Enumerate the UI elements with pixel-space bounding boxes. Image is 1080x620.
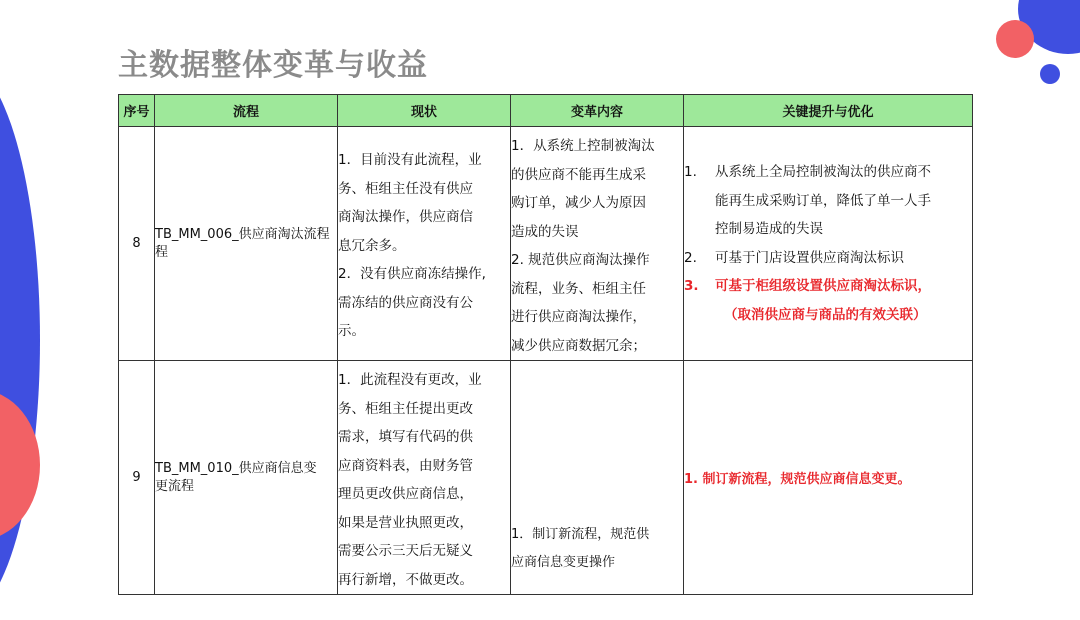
flow-name-line: TB_MM_010_供应商信息变: [155, 460, 317, 476]
status-line: 需冻结的供应商没有公: [338, 294, 473, 311]
flow-name-cell: [155, 127, 338, 361]
flow-name-line: TB_MM_006_供应商淘汰流程: [155, 226, 330, 242]
status-line: 1．目前没有此流程，业: [338, 152, 482, 169]
change-cell: [511, 361, 684, 595]
key-item-line: [684, 244, 972, 273]
flow-name-line: 程: [155, 244, 169, 260]
change-cell: [511, 127, 684, 361]
key-item-text: 从系统上全局控制被淘汰的供应商不: [715, 164, 931, 180]
key-item-text: 可基于柜组级设置供应商淘汰标识，: [715, 278, 931, 294]
status-line: 务、柜组主任提出更改: [338, 400, 473, 417]
status-line: 商淘汰操作，供应商信: [338, 209, 473, 226]
change-line: 进行供应商淘汰操作，: [511, 309, 646, 325]
change-line: 1．制订新流程，规范供: [511, 526, 650, 542]
change-line: 减少供应商数据冗余；: [511, 337, 646, 354]
status-line: 务、柜组主任没有供应: [338, 180, 473, 197]
key-item-number: 2.: [684, 249, 697, 266]
flow-name-line: 更流程: [155, 478, 195, 494]
key-item-text: 可基于门店设置供应商淘汰标识: [715, 249, 904, 266]
decoration-top-red-circle: [996, 20, 1034, 58]
row-number: 9: [119, 361, 155, 595]
key-item-line-highlight: [684, 272, 972, 301]
key-improvement-cell: [684, 127, 973, 361]
status-line: 息冗余多。: [338, 237, 406, 254]
change-line: 1．从系统上控制被淘汰: [511, 138, 655, 154]
key-item-line: [684, 158, 972, 187]
change-line: 流程，业务、柜组主任: [511, 280, 646, 297]
status-line: 需求，填写有代码的供: [338, 429, 473, 445]
status-line: 示。: [338, 323, 365, 340]
status-line: 2．没有供应商冻结操作,: [338, 266, 486, 283]
header-flow: 流程: [155, 95, 338, 127]
key-item-line-highlight: 1. 制订新流程，规范供应商信息变更。: [684, 472, 911, 487]
decoration-left-blue-shape: [0, 60, 40, 620]
status-line: 再行新增，不做更改。: [338, 571, 473, 588]
status-line: 如果是营业执照更改，: [338, 514, 473, 531]
table-row: [119, 361, 973, 595]
status-cell: [338, 361, 511, 595]
table-row: [119, 127, 973, 361]
table-header-row: [119, 95, 973, 127]
status-line: 应商资料表，由财务管: [338, 457, 473, 474]
change-line: 造成的失误: [511, 223, 579, 240]
key-item-number: 3.: [684, 278, 699, 294]
process-table: [118, 94, 973, 595]
key-improvement-cell: [684, 361, 973, 595]
change-line: 购订单，减少人为原因: [511, 195, 646, 211]
row-number: 8: [119, 127, 155, 361]
page-title: 主数据整体变革与收益: [118, 48, 428, 83]
key-item-number: 1.: [684, 164, 697, 180]
header-key: 关键提升与优化: [684, 95, 973, 127]
status-line: 1．此流程没有更改，业: [338, 372, 482, 388]
key-item-line: 控制易造成的失误: [715, 221, 823, 237]
key-item-line: 能再生成采购订单，降低了单一人手: [715, 192, 931, 209]
header-no: 序号: [119, 95, 155, 127]
change-line: 应商信息变更操作: [511, 555, 616, 570]
status-line: 理员更改供应商信息，: [338, 486, 473, 502]
header-change: 变革内容: [511, 95, 684, 127]
flow-name-cell: [155, 361, 338, 595]
status-line: 需要公示三天后无疑义: [338, 543, 473, 559]
key-item-line-highlight: （取消供应商与商品的有效关联）: [724, 306, 927, 323]
header-status: 现状: [338, 95, 511, 127]
decoration-small-blue-dot: [1040, 64, 1060, 84]
status-cell: [338, 127, 511, 361]
change-line: 的供应商不能再生成采: [511, 166, 646, 183]
change-line: 2. 规范供应商淘汰操作: [511, 252, 650, 268]
